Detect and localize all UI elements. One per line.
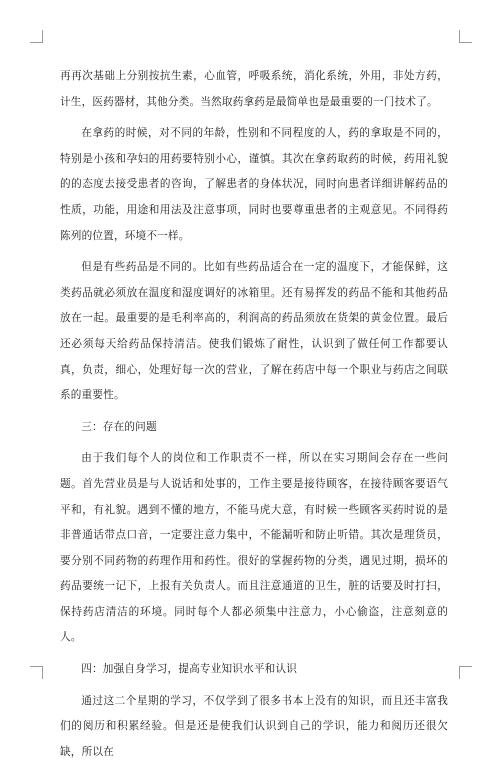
crop-mark-bottom-left (30, 666, 43, 679)
crop-mark-bottom-right (459, 666, 472, 679)
paragraph: 由于我们每个人的岗位和工作职责不一样，所以在实习期间会存在一些问题。首先营业员是与人说话和处事的，工作主要是接待顾客，在接待顾客要语气平和，有礼貌。遇到不懂的地方，不能马虎大意，有时候一些顾客买药时说的是非普通话带点口音，一定要注意力集中，不能漏听和防止听错。其次是理货员，要分别不同药物的药理作用和药性。很好的掌握药物的分类，遇见过期，损坏的药品要统一记下，上报有关负责人。而且注意通道的卫生，脏的话要及时打扫，保持药店清洁的环境。同时每个人都必须集中注意力，小心偷盗，注意刻意的人。 (60, 452, 448, 644)
section-heading: 三：存在的问题 (81, 420, 157, 433)
paragraph: 在拿药的时候，对不同的年龄，性别和不同程度的人，药的拿取是不同的，特别是小孩和孕妇的用药要特别小心，谨慎。其次在拿药取药的时候，药用礼貌的的态度去接受患者的咨询，了解患者的身体状况，同时向患者详细讲解药品的性质，功能，用途和用法及注意事项，同时也要尊重患者的主观意见。不同得药陈列的位置，环境不一样。 (60, 127, 448, 242)
paragraph: 再再次基础上分别按抗生素，心血管，呼吸系统，消化系统，外用，非处方药，计生，医药器材，其他分类。当然取药拿药是最简单也是最重要的一门技术了。 (60, 70, 448, 108)
document-body (60, 64, 448, 771)
crop-mark-top-right (459, 30, 472, 43)
crop-mark-top-left (30, 30, 43, 43)
section-heading: 四：加强自身学习，提高专业知识水平和认识 (81, 663, 298, 676)
paragraph: 但是有些药品是不同的。比如有些药品适合在一定的温度下，才能保鲜，这类药品就必须放在温度和湿度调好的冰箱里。还有易挥发的药品不能和其他药品放在一起。最重要的是毛利率高的，利润高的药品须放在货架的黄金位置。最后还必须每天给药品保持清洁。使我们锻炼了耐性，认识到了做任何工作都要认真，负责，细心，处理好每一次的营业，了解在药店中每一个职业与药店之间联系的重要性。 (60, 261, 448, 402)
paragraph: 通过这二个星期的学习，不仅学到了很多书本上没有的知识，而且还丰富我们的阅历和积累经验。但是还是使我们认识到自己的学识，能力和阅历还很欠缺，所以在 (60, 694, 448, 758)
